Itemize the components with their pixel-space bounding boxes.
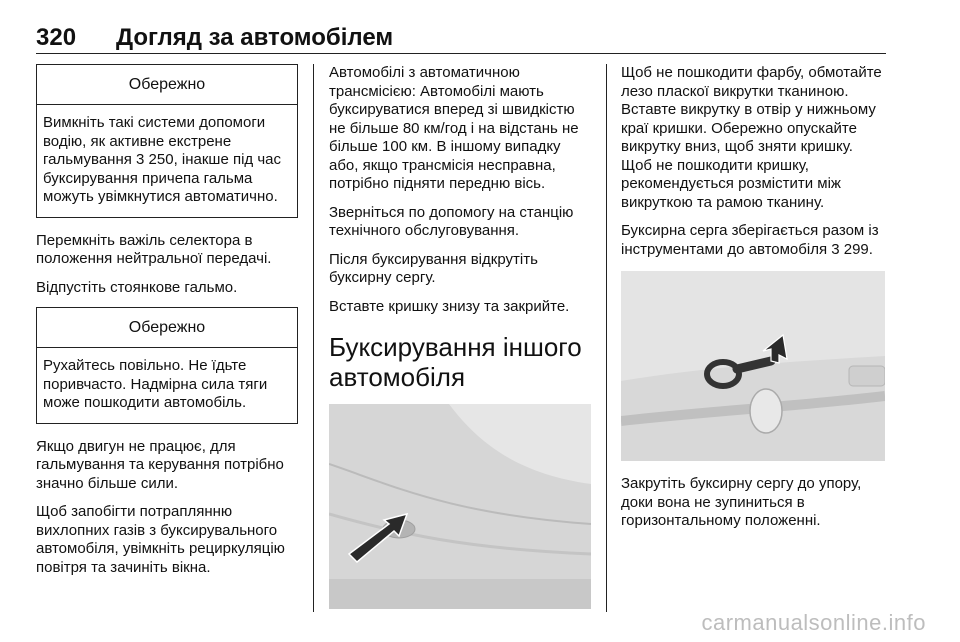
paragraph: Закрутіть буксирну сергу до упору, доки вона не зупиниться в горизонтальному положенні. (621, 475, 862, 529)
paragraph: Зверніться по допомогу на станцію технічного обслуговування. (329, 203, 574, 239)
page-title: Догляд за автомобілем (116, 24, 394, 51)
towing-eye-illustration (621, 271, 885, 461)
column-2 (329, 64, 591, 609)
bumper-cover-svg (329, 404, 591, 609)
warning-heading: Обережно (37, 65, 297, 105)
warning-heading: Обережно (37, 308, 297, 348)
warning-box-1 (36, 64, 298, 218)
paragraph: Буксирна серга зберігається разом із інструментами до автомобіля 3 299. (621, 222, 879, 258)
bumper-cover-illustration (329, 404, 591, 609)
column-divider-2 (606, 64, 607, 612)
towing-eye-svg (621, 271, 885, 461)
paragraph: Після буксирування відкрутіть буксирну сергу. (329, 250, 538, 286)
paragraph: Автомобілі з автоматичною трансмісією: Автомобілі мають буксируватися вперед зі швидкістю не більше 80 км/год і на відстань не більше 100 км. В іншому випадку або, якщо трансмісія несправна, потрібно підняти передню вісь. (329, 64, 579, 192)
column-3 (621, 64, 885, 541)
section-heading: Буксирування іншого автомобіля (329, 332, 582, 392)
warning-text: Вимкніть такі системи допомоги водію, як активне екстрене гальмування 3 250, інакше під час буксирування причепа гальма можуть увімкнутися автоматично. (43, 114, 282, 205)
warning-text: Рухайтесь повільно. Не їдьте поривчасто. Надмірна сила тяги може пошкодити автомобіль. (43, 357, 268, 411)
page-number: 320 (36, 24, 77, 51)
paragraph: Щоб не пошкодити фарбу, обмотайте лезо пласкої викрутки тканиною. Вставте викрутку в отвір у нижньому краї кришки. Обережно опускайте викрутку вниз, щоб зняти кришку. Щоб не пошкодити кришку, рекомендується розмістити між викруткою та рамою тканину. (621, 64, 882, 211)
column-divider-1 (313, 64, 314, 612)
page-header (36, 24, 886, 56)
paragraph: Відпустіть стоянкове гальмо. (36, 278, 238, 296)
column-1 (36, 64, 298, 587)
paragraph: Вставте кришку знизу та закрийте. (329, 297, 570, 315)
paragraph: Якщо двигун не працює, для гальмування та керування потрібно значно більше сили. (36, 437, 284, 492)
header-rule (36, 53, 886, 54)
paragraph: Перемкніть важіль селектора в положення нейтральної передачі. (36, 231, 272, 267)
watermark: carmanualsonline.info (701, 610, 926, 635)
warning-box-2 (36, 307, 298, 424)
paragraph: Щоб запобігти потраплянню вихлопних газів з буксирувального автомобіля, увімкніть рециркуляцію повітря та зачиніть вікна. (36, 503, 285, 576)
